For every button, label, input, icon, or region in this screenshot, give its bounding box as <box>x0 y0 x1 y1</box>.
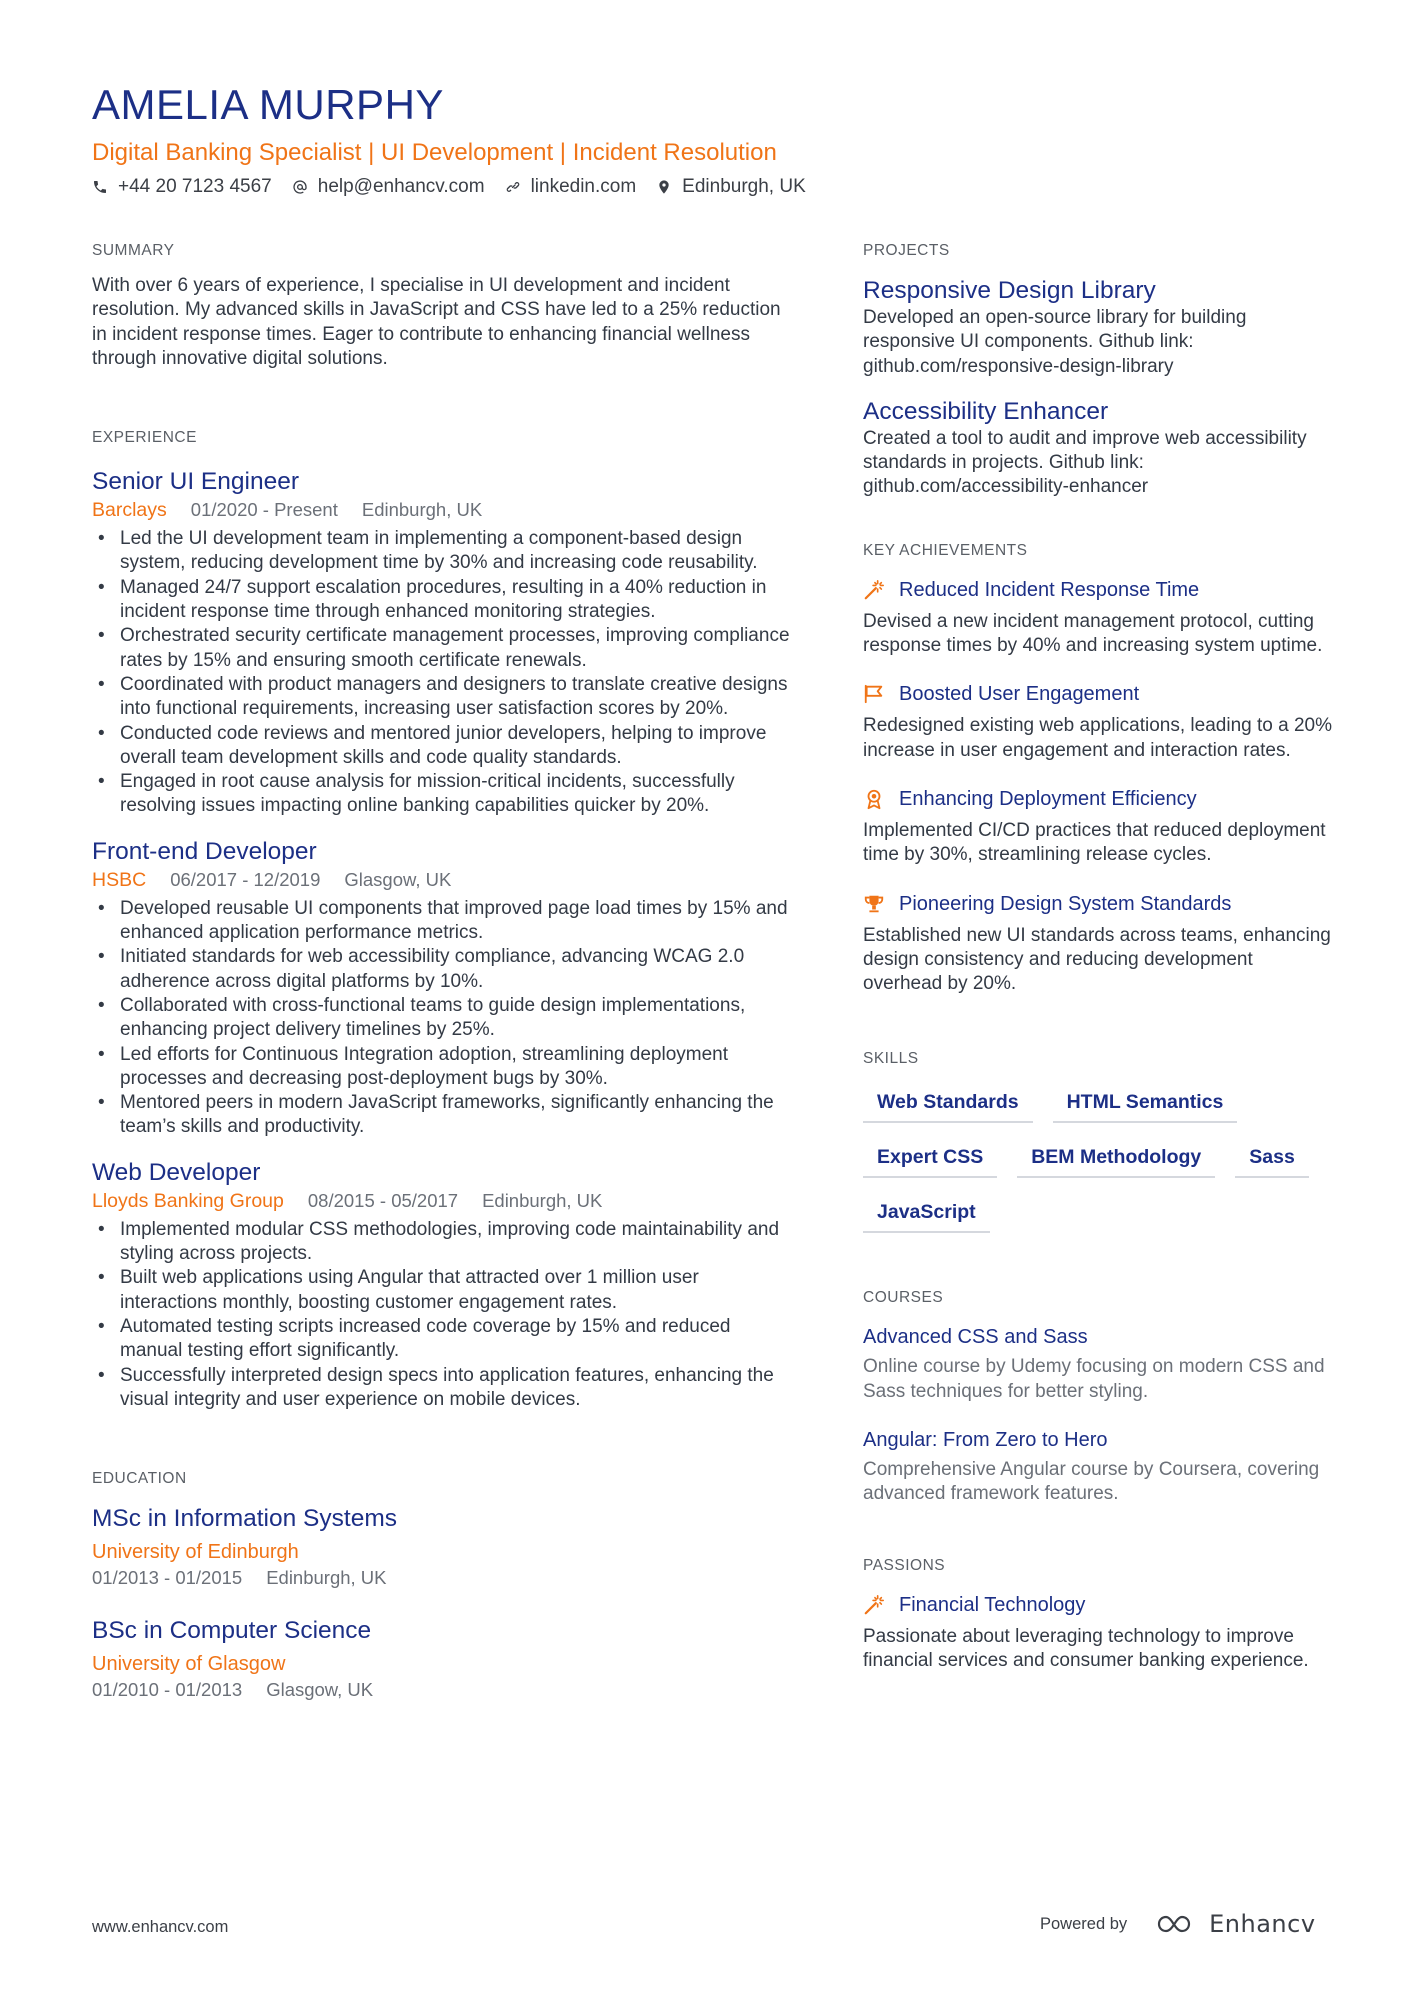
course-entry <box>863 1323 1333 1404</box>
skills-section <box>863 1048 1333 1233</box>
passion-description: Passionate about leveraging technology to improve financial services and consumer banking experience. <box>863 1625 1309 1671</box>
job-bullet: • Successfully interpreted design specs into application features, enhancing the visual integrity and user experience on mobile devices. <box>92 1364 792 1413</box>
contact-email[interactable] <box>292 174 485 200</box>
course-description: Comprehensive Angular course by Coursera, covering advanced framework features. <box>863 1459 1320 1505</box>
education-entry <box>92 1504 792 1590</box>
achievement-header <box>863 785 1333 813</box>
achievement-entry <box>863 890 1333 997</box>
contact-linkedin[interactable] <box>505 174 637 200</box>
education-dates: 01/2013 - 01/2015 <box>92 1567 243 1589</box>
project-title: Accessibility Enhancer <box>863 397 1109 425</box>
contact-linkedin-text[interactable]: linkedin.com <box>530 176 637 197</box>
passions-section <box>863 1555 1333 1674</box>
job-bullet: • Led the UI development team in implementing a component-based design system, reducing development time by 30% and increasing code reusability. <box>92 527 792 576</box>
magic-wand-icon <box>863 579 885 601</box>
location-pin-icon <box>656 179 672 195</box>
candidate-title: Digital Banking Specialist | UI Development | Incident Resolution <box>92 139 777 166</box>
contact-location <box>656 174 806 200</box>
passion-title: Financial Technology <box>899 1593 1086 1616</box>
education-meta <box>92 1678 792 1702</box>
achievement-header <box>863 890 1333 918</box>
education-heading: EDUCATION <box>92 1470 187 1488</box>
project-entry <box>863 276 1333 379</box>
contact-row <box>92 174 1332 200</box>
skills-list <box>863 1084 1333 1233</box>
job-dates: 08/2015 - 05/2017 <box>307 1189 459 1211</box>
trophy-icon <box>863 893 885 915</box>
courses-section <box>863 1287 1333 1506</box>
job-meta <box>92 497 792 523</box>
achievement-title: Reduced Incident Response Time <box>899 578 1200 601</box>
education-entry <box>92 1616 792 1702</box>
job-bullet: • Initiated standards for web accessibility compliance, advancing WCAG 2.0 adherence across digital platforms by 10%. <box>92 945 792 994</box>
achievement-title: Enhancing Deployment Efficiency <box>899 787 1197 810</box>
brand-logo[interactable] <box>1155 1910 1315 1938</box>
skill-tag: HTML Semantics <box>1053 1084 1238 1123</box>
job-bullet: • Led efforts for Continuous Integration adoption, streamlining deployment processes and decreasing post-deployment bugs by 30%. <box>92 1043 792 1092</box>
award-icon <box>863 788 885 810</box>
passion-header <box>863 1591 1333 1619</box>
achievement-description: Redesigned existing web applications, leading to a 20% increase in user engagement and interaction rates. <box>863 715 1332 761</box>
job-entry <box>92 1158 792 1412</box>
job-bullets <box>92 1218 792 1412</box>
job-company: HSBC <box>92 868 147 891</box>
job-dates: 01/2020 - Present <box>190 499 338 521</box>
course-title: Advanced CSS and Sass <box>863 1326 1088 1349</box>
job-bullet: • Implemented modular CSS methodologies, improving code maintainability and styling across projects. <box>92 1218 792 1267</box>
achievement-title: Pioneering Design System Standards <box>899 892 1232 915</box>
course-description: Online course by Udemy focusing on modern CSS and Sass techniques for better styling. <box>863 1356 1325 1402</box>
achievement-entry <box>863 576 1333 659</box>
projects-heading: PROJECTS <box>863 242 950 259</box>
job-bullets <box>92 897 792 1140</box>
passion-entry <box>863 1591 1333 1674</box>
job-bullet: • Engaged in root cause analysis for mission-critical incidents, successfully resolving issues impacting online banking capabilities quicker by 20%. <box>92 770 792 819</box>
job-bullet: • Conducted code reviews and mentored junior developers, helping to improve overall team development skills and code quality standards. <box>92 722 792 771</box>
education-meta <box>92 1566 792 1590</box>
course-entry <box>863 1426 1333 1507</box>
contact-phone-text: +44 20 7123 4567 <box>118 176 272 197</box>
contact-location-text: Edinburgh, UK <box>682 176 806 197</box>
job-bullets <box>92 527 792 819</box>
job-entry <box>92 837 792 1140</box>
job-dates: 06/2017 - 12/2019 <box>170 868 321 890</box>
skill-tag: BEM Methodology <box>1017 1139 1215 1178</box>
magic-wand-icon <box>863 1594 885 1616</box>
project-entry <box>863 397 1333 500</box>
project-description: Created a tool to audit and improve web accessibility standards in projects. Github link: github.com/accessibility-enhancer <box>863 427 1307 498</box>
summary-heading: SUMMARY <box>92 242 175 259</box>
contact-phone <box>92 174 272 200</box>
flag-icon <box>863 683 885 705</box>
job-bullet: • Developed reusable UI components that improved page load times by 15% and enhanced application performance metrics. <box>92 897 792 946</box>
candidate-name: AMELIA MURPHY <box>92 81 444 128</box>
summary-section <box>92 240 792 371</box>
job-company: Lloyds Banking Group <box>92 1189 284 1212</box>
education-dates: 01/2010 - 01/2013 <box>92 1679 243 1701</box>
passions-heading: PASSIONS <box>863 1556 946 1574</box>
education-section <box>92 1468 792 1702</box>
job-title: Web Developer <box>92 1158 261 1186</box>
project-description: Developed an open-source library for building responsive UI components. Github link: github.com/responsive-design-library <box>863 307 1247 377</box>
right-column <box>863 240 1333 1673</box>
left-column <box>92 240 792 1702</box>
projects-section <box>863 240 1333 500</box>
achievement-title: Boosted User Engagement <box>899 683 1140 706</box>
school: University of Edinburgh <box>92 1541 299 1564</box>
experience-section <box>92 427 792 1412</box>
phone-icon <box>92 179 108 195</box>
job-entry <box>92 467 792 819</box>
job-bullet: • Orchestrated security certificate management processes, improving compliance rates by 15% and ensuring smooth certificate renewals. <box>92 624 792 673</box>
job-title: Front-end Developer <box>92 837 317 865</box>
project-title: Responsive Design Library <box>863 277 1156 304</box>
enhancv-logo-icon <box>1155 1912 1199 1936</box>
education-location: Glasgow, UK <box>266 1679 374 1701</box>
job-bullet: • Built web applications using Angular that attracted over 1 million user interactions monthly, boosting customer engagement rates. <box>92 1266 792 1315</box>
summary-text: With over 6 years of experience, I specialise in UI development and incident resolution. My advanced skills in JavaScript and CSS have led to a 25% reduction in incident response times. Eager to contribute to enhancing financial wellness through innovative digital solutions. <box>92 275 781 369</box>
job-meta <box>92 1188 792 1214</box>
contact-email-text[interactable]: help@enhancv.com <box>317 176 485 197</box>
achievement-header <box>863 680 1333 708</box>
achievements-heading: KEY ACHIEVEMENTS <box>863 541 1028 559</box>
at-icon <box>292 179 308 195</box>
job-location: Glasgow, UK <box>344 868 452 890</box>
job-bullet: • Managed 24/7 support escalation procedures, resulting in a 40% reduction in incident response time through enhanced monitoring strategies. <box>92 576 792 625</box>
brand-name: Enhancv <box>1209 1910 1316 1938</box>
skills-heading: SKILLS <box>863 1050 919 1068</box>
skill-tag: Sass <box>1235 1139 1309 1178</box>
degree: MSc in Information Systems <box>92 1505 397 1533</box>
achievements-section <box>863 540 1333 997</box>
experience-heading: EXPERIENCE <box>92 429 197 447</box>
powered-by-label: Powered by <box>1040 1914 1128 1933</box>
footer-website[interactable]: www.enhancv.com <box>92 1918 229 1936</box>
achievement-entry <box>863 680 1333 763</box>
job-bullet: • Coordinated with product managers and designers to translate creative designs into functional requirements, increasing user satisfaction scores by 20%. <box>92 673 792 722</box>
job-location: Edinburgh, UK <box>361 499 483 521</box>
achievement-description: Devised a new incident management protocol, cutting response times by 40% and increasing system uptime. <box>863 610 1323 657</box>
job-company: Barclays <box>92 499 167 522</box>
achievement-description: Implemented CI/CD practices that reduced deployment time by 30%, streamlining release cycles. <box>863 819 1326 866</box>
job-title: Senior UI Engineer <box>92 468 300 496</box>
achievement-entry <box>863 785 1333 868</box>
skill-tag: Expert CSS <box>863 1139 997 1178</box>
degree: BSc in Computer Science <box>92 1617 372 1645</box>
job-bullet: • Collaborated with cross-functional teams to guide design implementations, enhancing project delivery timelines by 25%. <box>92 994 792 1043</box>
achievement-description: Established new UI standards across teams, enhancing design consistency and reducing development overhead by 20%. <box>863 924 1331 995</box>
courses-heading: COURSES <box>863 1289 944 1307</box>
education-location: Edinburgh, UK <box>266 1567 387 1589</box>
skill-tag: Web Standards <box>863 1084 1033 1123</box>
job-bullet: • Automated testing scripts increased code coverage by 15% and reduced manual testing effort significantly. <box>92 1315 792 1364</box>
job-bullet: • Mentored peers in modern JavaScript frameworks, significantly enhancing the team’s skills and productivity. <box>92 1091 792 1140</box>
job-meta <box>92 867 792 893</box>
footer-branding <box>1040 1910 1316 1938</box>
skill-tag: JavaScript <box>863 1194 990 1233</box>
achievement-header <box>863 576 1333 604</box>
link-icon <box>505 179 521 195</box>
school: University of Glasgow <box>92 1653 286 1676</box>
course-title: Angular: From Zero to Hero <box>863 1429 1108 1452</box>
job-location: Edinburgh, UK <box>482 1189 603 1211</box>
resume-header <box>92 82 1332 200</box>
